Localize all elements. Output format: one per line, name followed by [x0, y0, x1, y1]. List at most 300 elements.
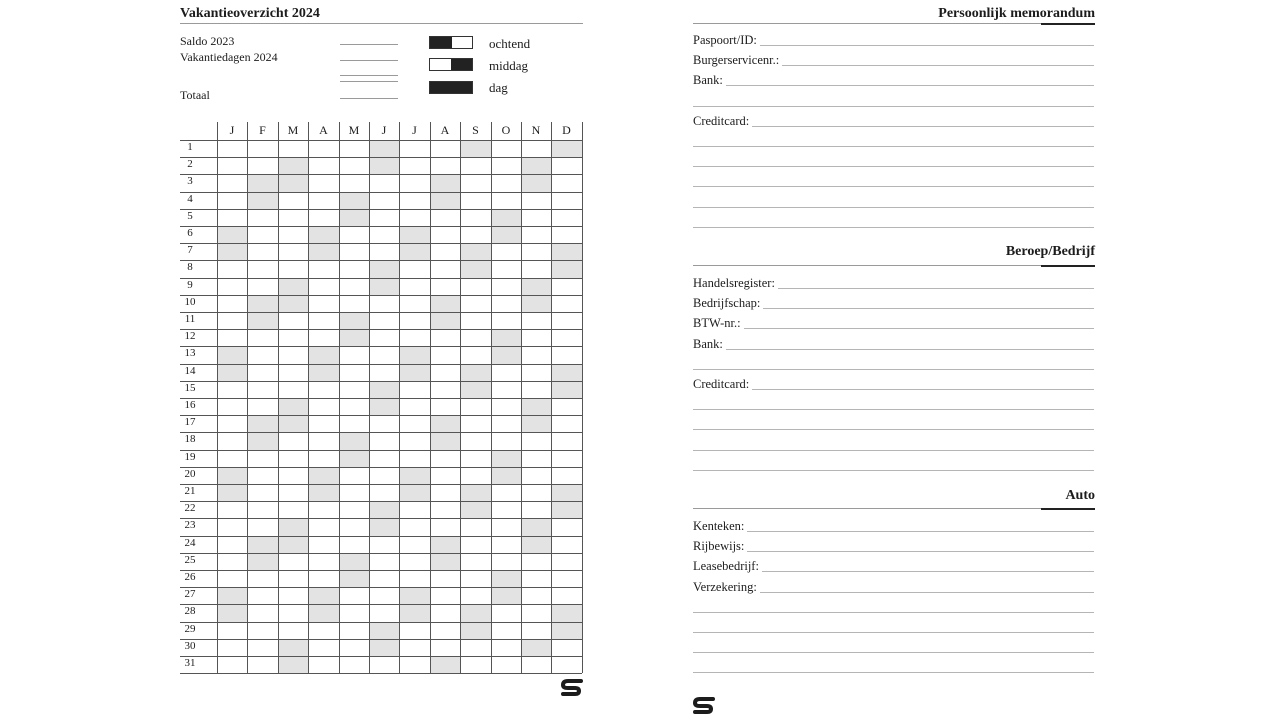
- calendar-day-cell[interactable]: [278, 209, 308, 226]
- calendar-day-cell[interactable]: [551, 432, 582, 449]
- calendar-day-cell[interactable]: [339, 450, 369, 467]
- calendar-day-cell[interactable]: [278, 432, 308, 449]
- calendar-day-cell[interactable]: [247, 174, 278, 191]
- calendar-day-cell[interactable]: [369, 604, 399, 621]
- calendar-day-cell[interactable]: [339, 536, 369, 553]
- calendar-day-cell[interactable]: [278, 622, 308, 639]
- personal-blank-line[interactable]: [693, 227, 1094, 228]
- calendar-day-cell[interactable]: [430, 209, 460, 226]
- calendar-day-cell[interactable]: [339, 381, 369, 398]
- calendar-day-cell[interactable]: [247, 432, 278, 449]
- calendar-day-cell[interactable]: [491, 536, 521, 553]
- calendar-day-cell[interactable]: [491, 622, 521, 639]
- calendar-day-cell[interactable]: [551, 157, 582, 174]
- calendar-day-cell[interactable]: [491, 639, 521, 656]
- calendar-day-cell[interactable]: [430, 381, 460, 398]
- calendar-day-cell[interactable]: [460, 140, 491, 157]
- calendar-day-cell[interactable]: [430, 364, 460, 381]
- calendar-day-cell[interactable]: [339, 518, 369, 535]
- calendar-day-cell[interactable]: [247, 604, 278, 621]
- calendar-day-cell[interactable]: [308, 450, 339, 467]
- calendar-day-cell[interactable]: [491, 432, 521, 449]
- calendar-day-cell[interactable]: [278, 484, 308, 501]
- calendar-day-cell[interactable]: [491, 398, 521, 415]
- calendar-day-cell[interactable]: [521, 140, 551, 157]
- calendar-day-cell[interactable]: [399, 278, 430, 295]
- calendar-day-cell[interactable]: [399, 484, 430, 501]
- calendar-day-cell[interactable]: [521, 157, 551, 174]
- calendar-day-cell[interactable]: [247, 536, 278, 553]
- calendar-day-cell[interactable]: [460, 295, 491, 312]
- calendar-day-cell[interactable]: [339, 656, 369, 673]
- personal-blank-line[interactable]: [693, 207, 1094, 208]
- calendar-day-cell[interactable]: [339, 364, 369, 381]
- calendar-day-cell[interactable]: [339, 604, 369, 621]
- calendar-day-cell[interactable]: [339, 553, 369, 570]
- calendar-day-cell[interactable]: [339, 639, 369, 656]
- calendar-day-cell[interactable]: [491, 501, 521, 518]
- calendar-day-cell[interactable]: [247, 226, 278, 243]
- calendar-day-cell[interactable]: [278, 295, 308, 312]
- calendar-day-cell[interactable]: [308, 639, 339, 656]
- calendar-day-cell[interactable]: [339, 484, 369, 501]
- calendar-day-cell[interactable]: [369, 381, 399, 398]
- calendar-day-cell[interactable]: [551, 312, 582, 329]
- calendar-day-cell[interactable]: [369, 226, 399, 243]
- vakantiedagen-line-3[interactable]: [340, 81, 398, 82]
- calendar-day-cell[interactable]: [339, 501, 369, 518]
- calendar-day-cell[interactable]: [430, 622, 460, 639]
- calendar-day-cell[interactable]: [217, 656, 247, 673]
- calendar-day-cell[interactable]: [430, 140, 460, 157]
- calendar-day-cell[interactable]: [399, 553, 430, 570]
- calendar-day-cell[interactable]: [399, 192, 430, 209]
- calendar-day-cell[interactable]: [217, 364, 247, 381]
- calendar-day-cell[interactable]: [521, 587, 551, 604]
- calendar-day-cell[interactable]: [521, 312, 551, 329]
- calendar-day-cell[interactable]: [278, 415, 308, 432]
- calendar-day-cell[interactable]: [369, 192, 399, 209]
- calendar-day-cell[interactable]: [247, 501, 278, 518]
- calendar-day-cell[interactable]: [278, 329, 308, 346]
- calendar-day-cell[interactable]: [278, 381, 308, 398]
- calendar-day-cell[interactable]: [308, 312, 339, 329]
- calendar-day-cell[interactable]: [521, 604, 551, 621]
- calendar-day-cell[interactable]: [247, 553, 278, 570]
- calendar-day-cell[interactable]: [369, 467, 399, 484]
- calendar-day-cell[interactable]: [551, 450, 582, 467]
- calendar-day-cell[interactable]: [460, 174, 491, 191]
- calendar-day-cell[interactable]: [339, 260, 369, 277]
- calendar-day-cell[interactable]: [217, 553, 247, 570]
- calendar-day-cell[interactable]: [551, 381, 582, 398]
- calendar-day-cell[interactable]: [217, 467, 247, 484]
- calendar-day-cell[interactable]: [247, 346, 278, 363]
- calendar-day-cell[interactable]: [278, 260, 308, 277]
- calendar-day-cell[interactable]: [491, 329, 521, 346]
- calendar-day-cell[interactable]: [399, 243, 430, 260]
- calendar-day-cell[interactable]: [369, 243, 399, 260]
- calendar-day-cell[interactable]: [460, 518, 491, 535]
- calendar-day-cell[interactable]: [491, 312, 521, 329]
- calendar-day-cell[interactable]: [399, 450, 430, 467]
- calendar-day-cell[interactable]: [247, 467, 278, 484]
- calendar-day-cell[interactable]: [369, 329, 399, 346]
- car-blank-line[interactable]: [693, 672, 1094, 673]
- calendar-day-cell[interactable]: [399, 398, 430, 415]
- calendar-day-cell[interactable]: [217, 192, 247, 209]
- calendar-day-cell[interactable]: [278, 364, 308, 381]
- calendar-day-cell[interactable]: [430, 432, 460, 449]
- calendar-day-cell[interactable]: [399, 364, 430, 381]
- calendar-day-cell[interactable]: [247, 484, 278, 501]
- calendar-day-cell[interactable]: [308, 467, 339, 484]
- calendar-day-cell[interactable]: [491, 278, 521, 295]
- calendar-day-cell[interactable]: [247, 364, 278, 381]
- calendar-day-cell[interactable]: [491, 192, 521, 209]
- calendar-day-cell[interactable]: [369, 415, 399, 432]
- calendar-day-cell[interactable]: [491, 243, 521, 260]
- calendar-day-cell[interactable]: [217, 484, 247, 501]
- car-field-line[interactable]: [693, 531, 1094, 532]
- calendar-day-cell[interactable]: [369, 312, 399, 329]
- calendar-day-cell[interactable]: [430, 260, 460, 277]
- calendar-day-cell[interactable]: [247, 192, 278, 209]
- calendar-day-cell[interactable]: [460, 381, 491, 398]
- calendar-day-cell[interactable]: [491, 174, 521, 191]
- calendar-day-cell[interactable]: [399, 295, 430, 312]
- calendar-day-cell[interactable]: [521, 622, 551, 639]
- calendar-day-cell[interactable]: [369, 518, 399, 535]
- calendar-day-cell[interactable]: [460, 157, 491, 174]
- calendar-day-cell[interactable]: [430, 484, 460, 501]
- calendar-day-cell[interactable]: [308, 484, 339, 501]
- calendar-day-cell[interactable]: [551, 295, 582, 312]
- business-field-line[interactable]: [693, 349, 1094, 350]
- calendar-day-cell[interactable]: [460, 622, 491, 639]
- calendar-day-cell[interactable]: [551, 278, 582, 295]
- calendar-day-cell[interactable]: [217, 501, 247, 518]
- calendar-day-cell[interactable]: [308, 536, 339, 553]
- calendar-day-cell[interactable]: [217, 587, 247, 604]
- calendar-day-cell[interactable]: [278, 278, 308, 295]
- calendar-day-cell[interactable]: [308, 260, 339, 277]
- calendar-day-cell[interactable]: [278, 140, 308, 157]
- calendar-day-cell[interactable]: [551, 587, 582, 604]
- calendar-day-cell[interactable]: [399, 140, 430, 157]
- calendar-day-cell[interactable]: [339, 329, 369, 346]
- calendar-day-cell[interactable]: [491, 570, 521, 587]
- calendar-day-cell[interactable]: [399, 260, 430, 277]
- calendar-day-cell[interactable]: [521, 329, 551, 346]
- calendar-day-cell[interactable]: [430, 604, 460, 621]
- calendar-day-cell[interactable]: [430, 553, 460, 570]
- calendar-day-cell[interactable]: [247, 243, 278, 260]
- calendar-day-cell[interactable]: [217, 140, 247, 157]
- calendar-day-cell[interactable]: [551, 622, 582, 639]
- calendar-day-cell[interactable]: [217, 415, 247, 432]
- calendar-day-cell[interactable]: [551, 604, 582, 621]
- calendar-day-cell[interactable]: [278, 346, 308, 363]
- calendar-day-cell[interactable]: [369, 278, 399, 295]
- business-blank-line[interactable]: [693, 409, 1094, 410]
- calendar-day-cell[interactable]: [308, 226, 339, 243]
- calendar-day-cell[interactable]: [430, 587, 460, 604]
- calendar-day-cell[interactable]: [460, 587, 491, 604]
- calendar-day-cell[interactable]: [399, 415, 430, 432]
- calendar-day-cell[interactable]: [460, 329, 491, 346]
- car-field-line[interactable]: [693, 551, 1094, 552]
- calendar-day-cell[interactable]: [339, 226, 369, 243]
- calendar-day-cell[interactable]: [521, 398, 551, 415]
- calendar-day-cell[interactable]: [339, 140, 369, 157]
- calendar-day-cell[interactable]: [551, 174, 582, 191]
- calendar-day-cell[interactable]: [551, 467, 582, 484]
- calendar-day-cell[interactable]: [399, 518, 430, 535]
- calendar-day-cell[interactable]: [217, 226, 247, 243]
- calendar-day-cell[interactable]: [247, 622, 278, 639]
- calendar-day-cell[interactable]: [339, 622, 369, 639]
- calendar-day-cell[interactable]: [247, 329, 278, 346]
- calendar-day-cell[interactable]: [460, 346, 491, 363]
- calendar-day-cell[interactable]: [308, 518, 339, 535]
- calendar-day-cell[interactable]: [430, 312, 460, 329]
- calendar-day-cell[interactable]: [430, 174, 460, 191]
- calendar-day-cell[interactable]: [369, 639, 399, 656]
- calendar-day-cell[interactable]: [339, 467, 369, 484]
- personal-blank-line[interactable]: [693, 186, 1094, 187]
- calendar-day-cell[interactable]: [551, 415, 582, 432]
- calendar-day-cell[interactable]: [491, 450, 521, 467]
- calendar-day-cell[interactable]: [308, 243, 339, 260]
- calendar-day-cell[interactable]: [339, 157, 369, 174]
- calendar-day-cell[interactable]: [217, 157, 247, 174]
- calendar-day-cell[interactable]: [551, 140, 582, 157]
- calendar-day-cell[interactable]: [460, 278, 491, 295]
- calendar-day-cell[interactable]: [430, 415, 460, 432]
- calendar-day-cell[interactable]: [430, 536, 460, 553]
- calendar-day-cell[interactable]: [460, 639, 491, 656]
- calendar-day-cell[interactable]: [217, 278, 247, 295]
- calendar-day-cell[interactable]: [551, 346, 582, 363]
- calendar-day-cell[interactable]: [278, 467, 308, 484]
- business-blank-line[interactable]: [693, 470, 1094, 471]
- calendar-day-cell[interactable]: [369, 346, 399, 363]
- calendar-day-cell[interactable]: [551, 398, 582, 415]
- calendar-day-cell[interactable]: [308, 192, 339, 209]
- calendar-day-cell[interactable]: [339, 415, 369, 432]
- calendar-day-cell[interactable]: [460, 553, 491, 570]
- calendar-day-cell[interactable]: [399, 604, 430, 621]
- calendar-day-cell[interactable]: [369, 398, 399, 415]
- calendar-day-cell[interactable]: [551, 226, 582, 243]
- calendar-day-cell[interactable]: [399, 226, 430, 243]
- business-blank-line[interactable]: [693, 429, 1094, 430]
- calendar-day-cell[interactable]: [278, 398, 308, 415]
- calendar-day-cell[interactable]: [399, 381, 430, 398]
- calendar-day-cell[interactable]: [217, 243, 247, 260]
- calendar-day-cell[interactable]: [460, 501, 491, 518]
- calendar-day-cell[interactable]: [521, 639, 551, 656]
- calendar-day-cell[interactable]: [521, 174, 551, 191]
- calendar-day-cell[interactable]: [247, 312, 278, 329]
- calendar-day-cell[interactable]: [491, 415, 521, 432]
- car-blank-line[interactable]: [693, 612, 1094, 613]
- calendar-day-cell[interactable]: [521, 432, 551, 449]
- calendar-day-cell[interactable]: [430, 501, 460, 518]
- calendar-day-cell[interactable]: [521, 570, 551, 587]
- calendar-day-cell[interactable]: [430, 157, 460, 174]
- calendar-day-cell[interactable]: [308, 209, 339, 226]
- calendar-day-cell[interactable]: [308, 622, 339, 639]
- calendar-day-cell[interactable]: [278, 174, 308, 191]
- calendar-day-cell[interactable]: [460, 260, 491, 277]
- calendar-day-cell[interactable]: [278, 450, 308, 467]
- calendar-day-cell[interactable]: [430, 398, 460, 415]
- personal-blank-line[interactable]: [693, 166, 1094, 167]
- calendar-day-cell[interactable]: [278, 553, 308, 570]
- calendar-day-cell[interactable]: [369, 501, 399, 518]
- calendar-day-cell[interactable]: [521, 501, 551, 518]
- calendar-day-cell[interactable]: [339, 278, 369, 295]
- calendar-day-cell[interactable]: [217, 174, 247, 191]
- calendar-day-cell[interactable]: [247, 518, 278, 535]
- calendar-day-cell[interactable]: [247, 260, 278, 277]
- calendar-day-cell[interactable]: [308, 346, 339, 363]
- calendar-day-cell[interactable]: [339, 570, 369, 587]
- totaal-line[interactable]: [340, 98, 398, 99]
- calendar-day-cell[interactable]: [460, 432, 491, 449]
- calendar-day-cell[interactable]: [278, 312, 308, 329]
- calendar-day-cell[interactable]: [399, 639, 430, 656]
- calendar-day-cell[interactable]: [217, 329, 247, 346]
- calendar-day-cell[interactable]: [217, 346, 247, 363]
- calendar-day-cell[interactable]: [430, 295, 460, 312]
- calendar-day-cell[interactable]: [369, 157, 399, 174]
- calendar-day-cell[interactable]: [521, 364, 551, 381]
- calendar-day-cell[interactable]: [491, 140, 521, 157]
- calendar-day-cell[interactable]: [278, 226, 308, 243]
- calendar-day-cell[interactable]: [369, 209, 399, 226]
- personal-field-line[interactable]: [693, 106, 1094, 107]
- calendar-day-cell[interactable]: [369, 140, 399, 157]
- calendar-day-cell[interactable]: [521, 295, 551, 312]
- calendar-day-cell[interactable]: [369, 364, 399, 381]
- calendar-day-cell[interactable]: [491, 604, 521, 621]
- calendar-day-cell[interactable]: [278, 536, 308, 553]
- calendar-day-cell[interactable]: [369, 553, 399, 570]
- calendar-day-cell[interactable]: [430, 346, 460, 363]
- calendar-day-cell[interactable]: [521, 260, 551, 277]
- calendar-day-cell[interactable]: [339, 192, 369, 209]
- calendar-day-cell[interactable]: [460, 604, 491, 621]
- calendar-day-cell[interactable]: [339, 174, 369, 191]
- calendar-day-cell[interactable]: [369, 570, 399, 587]
- vakantiedagen-line[interactable]: [340, 60, 398, 61]
- personal-field-line[interactable]: [693, 85, 1094, 86]
- calendar-day-cell[interactable]: [217, 432, 247, 449]
- calendar-day-cell[interactable]: [430, 639, 460, 656]
- calendar-day-cell[interactable]: [278, 639, 308, 656]
- calendar-day-cell[interactable]: [247, 157, 278, 174]
- calendar-day-cell[interactable]: [308, 415, 339, 432]
- calendar-day-cell[interactable]: [551, 553, 582, 570]
- calendar-day-cell[interactable]: [247, 278, 278, 295]
- calendar-day-cell[interactable]: [369, 432, 399, 449]
- calendar-day-cell[interactable]: [217, 536, 247, 553]
- calendar-day-cell[interactable]: [399, 432, 430, 449]
- calendar-day-cell[interactable]: [551, 192, 582, 209]
- calendar-day-cell[interactable]: [430, 656, 460, 673]
- calendar-day-cell[interactable]: [339, 346, 369, 363]
- personal-field-line[interactable]: [693, 126, 1094, 127]
- calendar-day-cell[interactable]: [278, 501, 308, 518]
- calendar-day-cell[interactable]: [521, 484, 551, 501]
- calendar-day-cell[interactable]: [369, 587, 399, 604]
- calendar-day-cell[interactable]: [217, 639, 247, 656]
- calendar-day-cell[interactable]: [278, 192, 308, 209]
- calendar-day-cell[interactable]: [551, 209, 582, 226]
- calendar-day-cell[interactable]: [399, 209, 430, 226]
- calendar-day-cell[interactable]: [491, 587, 521, 604]
- saldo-line[interactable]: [340, 44, 398, 45]
- calendar-day-cell[interactable]: [460, 364, 491, 381]
- calendar-day-cell[interactable]: [491, 295, 521, 312]
- calendar-day-cell[interactable]: [460, 415, 491, 432]
- calendar-day-cell[interactable]: [430, 450, 460, 467]
- calendar-day-cell[interactable]: [430, 226, 460, 243]
- calendar-day-cell[interactable]: [460, 450, 491, 467]
- calendar-day-cell[interactable]: [369, 260, 399, 277]
- calendar-day-cell[interactable]: [339, 432, 369, 449]
- calendar-day-cell[interactable]: [399, 656, 430, 673]
- calendar-day-cell[interactable]: [551, 260, 582, 277]
- calendar-day-cell[interactable]: [551, 243, 582, 260]
- calendar-day-cell[interactable]: [551, 364, 582, 381]
- calendar-day-cell[interactable]: [369, 450, 399, 467]
- calendar-day-cell[interactable]: [247, 398, 278, 415]
- calendar-day-cell[interactable]: [308, 398, 339, 415]
- personal-blank-line[interactable]: [693, 146, 1094, 147]
- calendar-day-cell[interactable]: [308, 329, 339, 346]
- calendar-day-cell[interactable]: [460, 536, 491, 553]
- calendar-day-cell[interactable]: [308, 587, 339, 604]
- calendar-day-cell[interactable]: [399, 536, 430, 553]
- calendar-day-cell[interactable]: [491, 226, 521, 243]
- calendar-day-cell[interactable]: [460, 312, 491, 329]
- calendar-day-cell[interactable]: [399, 329, 430, 346]
- calendar-day-cell[interactable]: [430, 192, 460, 209]
- calendar-day-cell[interactable]: [339, 587, 369, 604]
- calendar-day-cell[interactable]: [308, 140, 339, 157]
- calendar-day-cell[interactable]: [247, 295, 278, 312]
- calendar-day-cell[interactable]: [551, 639, 582, 656]
- calendar-day-cell[interactable]: [521, 243, 551, 260]
- calendar-day-cell[interactable]: [491, 553, 521, 570]
- calendar-day-cell[interactable]: [399, 312, 430, 329]
- calendar-day-cell[interactable]: [278, 518, 308, 535]
- calendar-day-cell[interactable]: [217, 570, 247, 587]
- calendar-day-cell[interactable]: [491, 209, 521, 226]
- calendar-day-cell[interactable]: [308, 364, 339, 381]
- calendar-day-cell[interactable]: [339, 243, 369, 260]
- calendar-day-cell[interactable]: [278, 604, 308, 621]
- calendar-day-cell[interactable]: [521, 381, 551, 398]
- calendar-day-cell[interactable]: [551, 501, 582, 518]
- calendar-day-cell[interactable]: [308, 501, 339, 518]
- calendar-day-cell[interactable]: [339, 312, 369, 329]
- calendar-day-cell[interactable]: [369, 174, 399, 191]
